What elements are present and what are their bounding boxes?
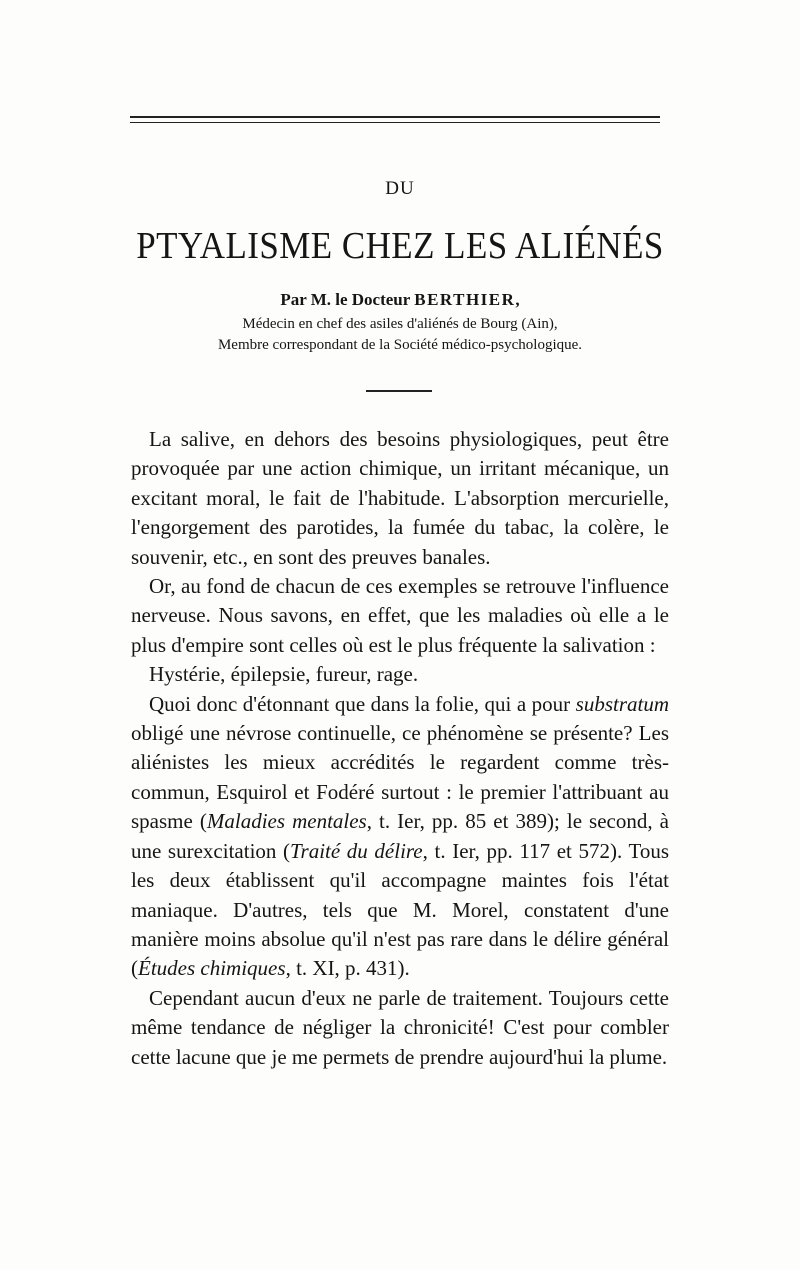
paragraph-4-part-c: , t. Ier, pp. 85 et 389); le second, à une surexcitation ( (131, 809, 669, 863)
separator-rule (366, 390, 432, 392)
italic-maladies-mentales: Maladies mentales (206, 809, 367, 834)
article-body (131, 425, 669, 1072)
top-double-rule (130, 116, 660, 123)
paragraph-4-part-b: obligé une névrose continuelle, ce phénomène se présente? Les aliénistes les mieux accrédités le regardent comme très-commun, Esquirol et Fodéré surtout : le premier l'attribuant au spasme ( (131, 721, 669, 834)
kicker: DU (385, 178, 415, 199)
paragraph-5: Cependant aucun d'eux ne parle de traitement. Toujours cette même tendance de négliger la chronicité! C'est pour combler cette lacune que je me permets de prendre aujourd'hui la plume. (131, 985, 669, 1069)
paragraph-1: La salive, en dehors des besoins physiologiques, peut être provoquée par une action chimique, un irritant mécanique, un excitant moral, le fait de l'habitude. L'absorption mercurielle, l'engorgement des parotides, la fumée du tabac, la colère, le souvenir, etc., en sont des preuves banales. (131, 427, 669, 569)
paragraph-4-part-d: , t. Ier, pp. 117 et 572). Tous les deux établissent qu'il accompagne maintes fois l'état maniaque. D'autres, tels que M. Morel, constatent d'une manière moins absolue qu'il n'est pas rare dans le délire général ( (131, 838, 670, 981)
byline-prefix: Par M. le Docteur (280, 290, 415, 309)
affiliation-line-1: Médecin en chef des asiles d'aliénés de Bourg (Ain), (242, 316, 558, 332)
italic-traite-du-delire: Traité du délire (290, 838, 423, 863)
paragraph-2: Or, au fond de chacun de ces exemples se retrouve l'influence nerveuse. Nous savons, en effet, que les maladies où elle a le plus d'empire sont celles où est le plus fréquente la salivation : (131, 574, 669, 657)
article-title: PTYALISME CHEZ LES ALIÉNÉS (136, 225, 664, 267)
paragraph-4 (131, 690, 669, 984)
paragraph-4-part-e: , t. XI, p. 431). (285, 956, 410, 981)
byline (0, 290, 800, 310)
affiliation-line-2: Membre correspondant de la Société médico-psychologique. (217, 337, 583, 353)
paragraph-4-part-a: Quoi donc d'étonnant que dans la folie, qui a pour (149, 691, 576, 716)
author-name: BERTHIER (414, 290, 516, 309)
paragraph-3: Hystérie, épilepsie, fureur, rage. (149, 662, 419, 687)
italic-etudes-chimiques: Études chimiques (138, 956, 286, 981)
italic-substratum: substratum (575, 691, 669, 716)
byline-suffix: , (515, 290, 520, 309)
